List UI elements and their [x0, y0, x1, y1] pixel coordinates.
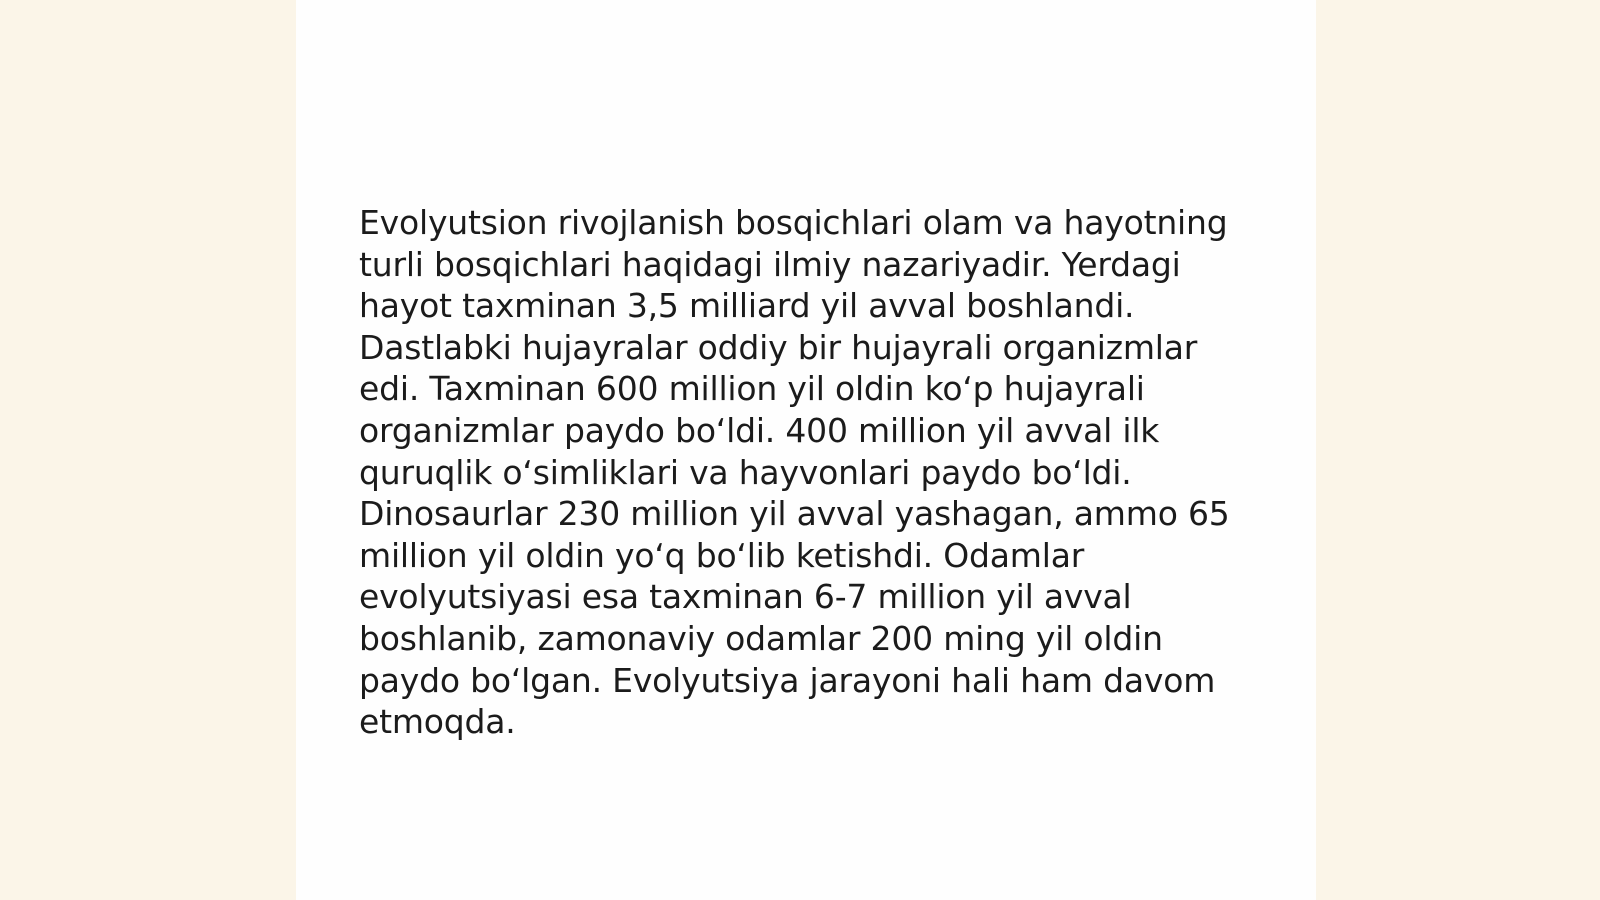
slide-paragraph: Evolyutsion rivojlanish bosqichlari olam va hayotning turli bosqichlari haqidagi ilmiy nazariyadir. Yerdagi hayot taxminan 3,5 milliard yil avval boshlandi. Dastlabki hujayralar oddiy bir hujayrali organizmlar edi. Taxminan 600 million yil oldin ko‘p hujayrali organizmlar paydo bo‘ldi. 400 million yil avval ilk quruqlik o‘simliklari va hayvonlari paydo bo‘ldi. Dinosaurlar 230 million yil avval yashagan, ammo 65 million yil oldin yo‘q bo‘lib ketishdi. Odamlar evolyutsiyasi esa taxminan 6-7 million yil avval boshlanib, zamonaviy odamlar 200 ming yil oldin paydo bo‘lgan. Evolyutsiya jarayoni hali ham davom etmoqda.	[359, 203, 1230, 742]
left-margin	[0, 0, 296, 900]
right-margin	[1316, 0, 1600, 900]
slide-page	[296, 0, 1316, 900]
